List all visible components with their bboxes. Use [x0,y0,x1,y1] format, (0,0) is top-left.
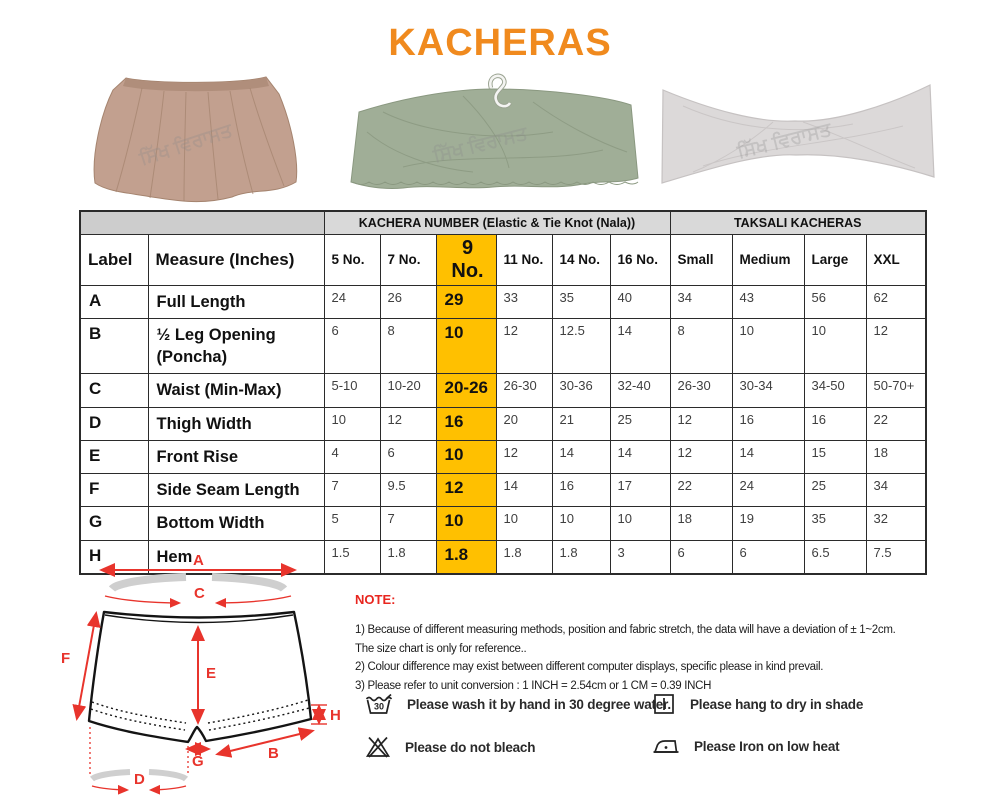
value-cell: 10 [436,318,496,374]
note-line: 1) Because of different measuring methods, position and fabric stretch, the data will have a deviation of ± 1~2cm. [355,624,896,636]
value-cell: 12 [436,474,496,507]
value-cell: 8 [670,318,732,374]
row-label-cell: E [80,440,148,473]
care-item-hang-dry [652,692,863,716]
value-cell: 14 [732,440,804,473]
care-label: Please wash it by hand in 30 degree water. [407,696,671,712]
value-cell: 34 [866,474,926,507]
shorts-outline [89,612,311,742]
table-row [80,285,926,318]
value-cell: 29 [436,285,496,318]
row-measure-cell: Hem [148,540,324,574]
row-label-cell: H [80,540,148,574]
svg-text:30: 30 [374,701,385,712]
value-cell: 8 [380,318,436,374]
value-cell: 35 [804,507,866,540]
value-cell: 16 [552,474,610,507]
row-label-cell: C [80,374,148,407]
value-cell: 32-40 [610,374,670,407]
value-cell: 24 [732,474,804,507]
product-photo-brown-kachera [82,70,310,208]
value-cell: 12 [380,407,436,440]
table-corner-cell [80,211,324,234]
value-cell: 26-30 [670,374,732,407]
table-row [80,507,926,540]
note-line: 3) Please refer to unit conversion : 1 INCH = 2.54cm or 1 CM = 0.39 INCH [355,679,712,692]
value-cell: 10 [804,318,866,374]
column-header: Label [80,234,148,285]
note-heading: NOTE: [355,592,396,607]
value-cell: 14 [496,474,552,507]
value-cell: 35 [552,285,610,318]
watermark-text: ਸਿੱਖ ਵਿਰਾਸਤ [431,123,530,167]
value-cell: 1.8 [380,540,436,574]
column-header: Medium [732,234,804,285]
note-section [355,592,997,696]
waistband [123,77,269,91]
row-measure-cell: Thigh Width [148,407,324,440]
value-cell: 9.5 [380,474,436,507]
value-cell: 43 [732,285,804,318]
value-cell: 5-10 [324,374,380,407]
value-cell: 19 [732,507,804,540]
value-cell: 24 [324,285,380,318]
value-cell: 6 [732,540,804,574]
care-label: Please do not bleach [405,739,536,755]
value-cell: 18 [670,507,732,540]
value-cell: 16 [804,407,866,440]
diagram-label-B: B [268,745,279,762]
value-cell: 10 [324,407,380,440]
value-cell: 21 [552,407,610,440]
row-measure-cell: Full Length [148,285,324,318]
value-cell: 10 [436,507,496,540]
value-cell: 22 [670,474,732,507]
row-measure-cell: ½ Leg Opening (Poncha) [148,318,324,374]
table-row [80,440,926,473]
product-photo-white-kachera [653,76,941,198]
value-cell: 34-50 [804,374,866,407]
value-cell: 34 [670,285,732,318]
product-photo-green-kachera [343,72,645,200]
row-label-cell: F [80,474,148,507]
care-item-handwash [365,692,671,716]
diagram-label-H: H [330,707,341,724]
row-measure-cell: Bottom Width [148,507,324,540]
value-cell: 26-30 [496,374,552,407]
column-header: Measure (Inches) [148,234,324,285]
value-cell: 7 [380,507,436,540]
table-row [80,318,926,374]
value-cell: 15 [804,440,866,473]
value-cell: 26 [380,285,436,318]
table-row [80,474,926,507]
column-header: 16 No. [610,234,670,285]
diagram-label-F: F [61,650,71,667]
value-cell: 6 [380,440,436,473]
value-cell: 10 [436,440,496,473]
column-header: 9 No. [436,234,496,285]
value-cell: 12 [496,318,552,374]
diagram-label-A: A [193,552,204,569]
note-lines [355,621,997,696]
value-cell: 7 [324,474,380,507]
table-row [80,407,926,440]
value-cell: 22 [866,407,926,440]
value-cell: 62 [866,285,926,318]
value-cell: 12.5 [552,318,610,374]
row-label-cell: B [80,318,148,374]
brown-kachera-image [82,70,310,208]
value-cell: 16 [436,407,496,440]
value-cell: 10 [496,507,552,540]
table-row [80,374,926,407]
value-cell: 33 [496,285,552,318]
care-label: Please hang to dry in shade [690,696,864,712]
size-table [79,210,927,575]
row-measure-cell: Waist (Min-Max) [148,374,324,407]
value-cell: 1.8 [496,540,552,574]
value-cell: 3 [610,540,670,574]
diagram-label-C: C [194,585,205,602]
row-label-cell: G [80,507,148,540]
value-cell: 12 [670,407,732,440]
row-measure-cell: Front Rise [148,440,324,473]
column-header: 11 No. [496,234,552,285]
value-cell: 14 [610,440,670,473]
diagram-label-G: G [192,753,204,770]
column-header: XXL [866,234,926,285]
row-measure-cell: Side Seam Length [148,474,324,507]
value-cell: 12 [670,440,732,473]
value-cell: 1.8 [436,540,496,574]
diagram-label-D: D [134,771,145,788]
value-cell: 1.8 [552,540,610,574]
value-cell: 10-20 [380,374,436,407]
row-label-cell: A [80,285,148,318]
group-header: KACHERA NUMBER (Elastic & Tie Knot (Nala)) [324,211,670,234]
column-header: 14 No. [552,234,610,285]
column-header: 7 No. [380,234,436,285]
value-cell: 5 [324,507,380,540]
value-cell: 17 [610,474,670,507]
watermark-text: ਸਿੱਖ ਵਿਰਾਸਤ [137,120,235,170]
column-header: Small [670,234,732,285]
value-cell: 50-70+ [866,374,926,407]
value-cell: 20-26 [436,374,496,407]
row-label-cell: D [80,407,148,440]
value-cell: 6 [324,318,380,374]
care-item-no-bleach [365,735,535,759]
measurement-diagram [50,550,350,800]
value-cell: 18 [866,440,926,473]
care-label: Please Iron on low heat [694,738,840,754]
value-cell: 1.5 [324,540,380,574]
value-cell: 6 [670,540,732,574]
care-item-iron-low [652,735,839,757]
white-kachera-image [653,76,941,198]
note-line: 2) Colour difference may exist between different computer displays, specific please in kind prevail. [355,661,824,674]
value-cell: 16 [732,407,804,440]
value-cell: 40 [610,285,670,318]
wash-hand-30-icon [365,692,393,716]
value-cell: 25 [804,474,866,507]
value-cell: 7.5 [866,540,926,574]
diagram-label-E: E [206,665,217,682]
group-header: TAKSALI KACHERAS [670,211,926,234]
watermark-text: ਸਿੱਖ ਵਿਰਾਸਤ [735,119,834,163]
column-header: 5 No. [324,234,380,285]
value-cell: 10 [732,318,804,374]
value-cell: 4 [324,440,380,473]
value-cell: 56 [804,285,866,318]
value-cell: 32 [866,507,926,540]
value-cell: 12 [866,318,926,374]
page-title: KACHERAS [388,22,612,64]
value-cell: 6.5 [804,540,866,574]
no-bleach-icon [365,735,391,759]
iron-low-heat-icon [652,735,680,757]
value-cell: 30-34 [732,374,804,407]
value-cell: 14 [552,440,610,473]
hang-dry-shade-icon [652,692,676,716]
column-header: Large [804,234,866,285]
value-cell: 12 [496,440,552,473]
note-line: The size chart is only for reference.. [355,642,527,655]
value-cell: 10 [552,507,610,540]
value-cell: 20 [496,407,552,440]
green-kachera-image [343,72,645,200]
value-cell: 10 [610,507,670,540]
value-cell: 30-36 [552,374,610,407]
value-cell: 14 [610,318,670,374]
value-cell: 25 [610,407,670,440]
